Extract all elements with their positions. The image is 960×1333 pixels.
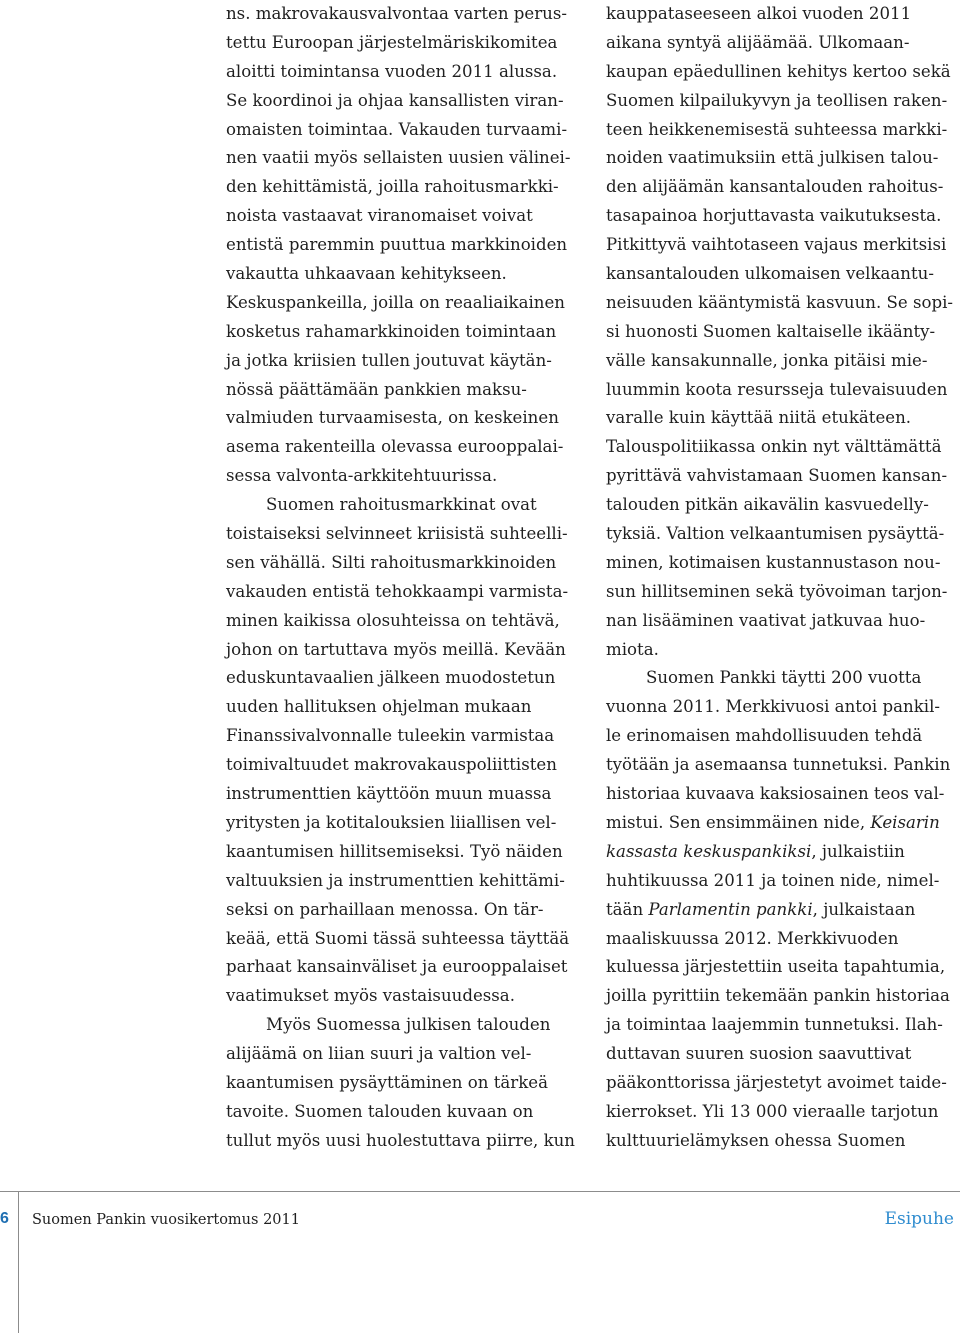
line-text: talouden pitkän aikavälin kasvuedelly- xyxy=(606,495,929,515)
line-text: kosketus rahamarkkinoiden toimintaan xyxy=(226,321,557,341)
text-line xyxy=(606,1127,952,1156)
text-line xyxy=(226,0,572,29)
text-line xyxy=(606,664,952,693)
line-text: Myös Suomessa julkisen talouden xyxy=(266,1015,551,1035)
text-line xyxy=(606,867,952,896)
section-name: Esipuhe xyxy=(884,1209,954,1229)
line-text: välle kansakunnalle, jonka pitäisi mie- xyxy=(606,350,928,370)
text-line xyxy=(606,809,952,838)
line-text: duttavan suuren suosion saavuttivat xyxy=(606,1044,912,1064)
line-text: kauppataseeseen alkoi vuoden 2011 xyxy=(606,4,912,23)
left-column xyxy=(226,0,575,1156)
line-text: den alijäämän kansantalouden rahoitus- xyxy=(606,177,944,197)
text-line xyxy=(606,722,952,751)
text-line xyxy=(606,780,952,809)
line-text: pyrittävä vahvistamaan Suomen kansan- xyxy=(606,466,948,486)
line-text: johon on tartuttava myös meillä. Kevään xyxy=(226,639,566,659)
line-text: ja toimintaa laajemmin tunnetuksi. Ilah- xyxy=(606,1015,943,1035)
text-line xyxy=(226,607,572,636)
line-text: vuonna 2011. Merkkivuosi antoi pankil- xyxy=(606,697,940,717)
text-line xyxy=(606,318,952,347)
line-text: nössä päättämään pankkien maksu- xyxy=(226,379,527,399)
line-text: Se koordinoi ja ohjaa kansallisten viran- xyxy=(226,90,564,110)
text-line xyxy=(226,693,572,722)
line-text: nen vaatii myös sellaisten uusien välinei- xyxy=(226,148,571,168)
line-text: toistaiseksi selvinneet kriisistä suhteelli- xyxy=(226,524,568,544)
line-text: maaliskuussa 2012. Merkkivuoden xyxy=(606,928,899,948)
page-number: 6 xyxy=(0,1210,9,1227)
text-line xyxy=(226,867,572,896)
text-line xyxy=(606,116,952,145)
line-text: noista vastaavat viranomaiset voivat xyxy=(226,206,533,226)
line-text: vaatimukset myös vastaisuudessa. xyxy=(226,986,515,1006)
text-line xyxy=(226,925,572,954)
text-line xyxy=(226,982,572,1011)
line-text: kaantumisen pysäyttäminen on tärkeä xyxy=(226,1072,548,1092)
line-text: luummin koota resursseja tulevaisuuden xyxy=(606,379,948,399)
line-text: sen vähällä. Silti rahoitusmarkkinoiden xyxy=(226,552,557,572)
text-line xyxy=(606,1098,952,1127)
text-line xyxy=(606,578,952,607)
line-text: sun hillitseminen sekä työvoiman tarjon- xyxy=(606,581,948,601)
text-line xyxy=(606,925,952,954)
text-line xyxy=(606,462,952,491)
publication-title: Suomen Pankin vuosikertomus 2011 xyxy=(32,1212,300,1228)
line-text: teen heikkenemisestä suhteessa markki- xyxy=(606,119,948,139)
text-line xyxy=(226,636,572,665)
text-line xyxy=(606,404,952,433)
line-text: si huonosti Suomen kaltaiselle ikäänty- xyxy=(606,321,936,341)
footer-rule xyxy=(0,1191,960,1192)
text-line xyxy=(226,838,572,867)
text-line xyxy=(226,144,572,173)
line-text: parhaat kansainväliset ja eurooppalaiset xyxy=(226,957,568,977)
text-line xyxy=(226,173,572,202)
text-line xyxy=(606,29,952,58)
line-text: kulttuurielämyksen ohessa Suomen xyxy=(606,1130,906,1150)
text-line xyxy=(606,260,952,289)
text-line xyxy=(226,376,572,405)
line-text: Talouspolitiikassa onkin nyt välttämättä xyxy=(606,437,942,457)
text-line xyxy=(226,404,572,433)
text-line xyxy=(226,549,572,578)
text-line xyxy=(226,29,572,58)
text-line xyxy=(226,809,572,838)
line-text: ns. makrovakausvalvontaa varten perus- xyxy=(226,4,567,23)
line-text: tettu Euroopan järjestelmäriskikomitea xyxy=(226,32,558,52)
line-text: kierrokset. Yli 13 000 vieraalle tarjotun xyxy=(606,1101,939,1121)
text-line xyxy=(226,1040,572,1069)
line-text: Finanssivalvonnalle tuleekin varmistaa xyxy=(226,726,555,746)
text-line xyxy=(606,549,952,578)
text-line xyxy=(606,896,952,925)
text-line xyxy=(226,1011,572,1040)
text-line xyxy=(606,838,952,867)
line-text: yritysten ja kotitalouksien liiallisen vel- xyxy=(226,812,557,832)
text-line xyxy=(606,231,952,260)
line-text: instrumenttien käyttöön muun muassa xyxy=(226,784,552,804)
line-text: vakautta uhkaavaan kehitykseen. xyxy=(226,264,507,284)
line-text: den kehittämistä, joilla rahoitusmarkki- xyxy=(226,177,559,197)
line-text: Suomen Pankki täytti 200 vuotta xyxy=(646,668,922,688)
line-text: Pitkittyvä vaihtotaseen vajaus merkitsisi xyxy=(606,235,947,255)
line-text: mistui. Sen ensimmäinen nide, xyxy=(606,812,871,832)
text-line xyxy=(606,1040,952,1069)
text-line xyxy=(226,664,572,693)
line-text: miota. xyxy=(606,639,659,659)
text-line xyxy=(606,751,952,780)
line-text: pääkonttorissa järjestetyt avoimet taide- xyxy=(606,1072,947,1092)
line-text: sessa valvonta-arkkitehtuurissa. xyxy=(226,466,498,486)
line-text: varalle kuin käyttää niitä etukäteen. xyxy=(606,408,912,428)
text-line xyxy=(606,1069,952,1098)
line-text: eduskuntavaalien jälkeen muodostetun xyxy=(226,668,556,688)
text-line xyxy=(606,1011,952,1040)
line-text: valmiuden turvaamisesta, on keskeinen xyxy=(226,408,559,428)
text-line xyxy=(606,58,952,87)
line-text: tyksiä. Valtion velkaantumisen pysäyttä- xyxy=(606,524,945,544)
right-column xyxy=(606,0,952,1156)
text-line xyxy=(606,144,952,173)
line-text: kuluessa järjestettiin useita tapahtumia, xyxy=(606,957,946,977)
text-line xyxy=(226,462,572,491)
line-text: alijäämä on liian suuri ja valtion vel- xyxy=(226,1044,532,1064)
text-line xyxy=(606,491,952,520)
text-line xyxy=(606,0,952,29)
line-text: entistä paremmin puuttua markkinoiden xyxy=(226,235,568,255)
text-line xyxy=(226,289,572,318)
line-text: valtuuksien ja instrumenttien kehittämi- xyxy=(226,870,565,890)
line-text: neisuuden kääntymistä kasvuun. Se sopi- xyxy=(606,292,954,312)
italic-title: kassasta keskuspankiksi xyxy=(606,841,812,861)
line-text: tasapainoa horjuttavasta vaikutuksesta. xyxy=(606,206,942,226)
text-line xyxy=(226,896,572,925)
line-text: ja jotka kriisien tullen joutuvat käytän- xyxy=(226,350,552,370)
text-line xyxy=(606,202,952,231)
text-line xyxy=(606,520,952,549)
line-text: noiden vaatimuksiin että julkisen talou- xyxy=(606,148,939,168)
footer-vertical-rule xyxy=(18,1191,19,1333)
line-text: tään xyxy=(606,899,649,919)
text-line xyxy=(606,433,952,462)
text-line xyxy=(606,173,952,202)
text-line xyxy=(226,953,572,982)
line-text: Keskuspankeilla, joilla on reaaliaikainen xyxy=(226,292,565,312)
line-text: seksi on parhaillaan menossa. On tär- xyxy=(226,899,544,919)
text-line xyxy=(606,607,952,636)
text-line xyxy=(226,1127,575,1156)
text-line xyxy=(226,578,572,607)
line-text: historiaa kuvaava kaksiosainen teos val- xyxy=(606,784,945,804)
text-line xyxy=(226,1069,572,1098)
line-text: aloitti toimintansa vuoden 2011 alussa. xyxy=(226,61,558,81)
text-line xyxy=(226,722,572,751)
text-line xyxy=(606,376,952,405)
text-line xyxy=(226,780,572,809)
line-text: huhtikuussa 2011 ja toinen nide, nimel- xyxy=(606,870,940,890)
line-text: Suomen kilpailukyvyn ja teollisen raken- xyxy=(606,90,948,110)
text-line xyxy=(226,491,572,520)
line-text: asema rakenteilla olevassa eurooppalai- xyxy=(226,437,564,457)
line-text: Suomen rahoitusmarkkinat ovat xyxy=(266,495,537,515)
line-text: työtään ja asemaansa tunnetuksi. Pankin xyxy=(606,755,951,775)
text-line xyxy=(226,1098,572,1127)
line-text: minen, kotimaisen kustannustason nou- xyxy=(606,552,941,572)
line-text: tavoite. Suomen talouden kuvaan on xyxy=(226,1101,534,1121)
line-text: keää, että Suomi tässä suhteessa täyttää xyxy=(226,928,570,948)
line-text: kaupan epäedullinen kehitys kertoo sekä xyxy=(606,61,951,81)
line-text: tullut myös uusi huolestuttava piirre, kun xyxy=(226,1130,575,1150)
text-line xyxy=(226,751,572,780)
text-line xyxy=(606,953,952,982)
italic-title: Parlamentin pankki xyxy=(648,899,813,919)
line-text: , julkaistaan xyxy=(812,899,916,919)
text-line xyxy=(606,289,952,318)
line-text: aikana syntyä alijäämää. Ulkomaan- xyxy=(606,32,910,52)
line-text: nan lisääminen vaativat jatkuvaa huo- xyxy=(606,610,926,630)
text-line xyxy=(226,58,572,87)
text-line xyxy=(226,520,572,549)
text-line xyxy=(606,87,952,116)
line-text: le erinomaisen mahdollisuuden tehdä xyxy=(606,726,923,746)
line-text: , julkaistiin xyxy=(811,841,905,861)
text-line xyxy=(606,636,952,665)
line-text: toimivaltuudet makrovakauspoliittisten xyxy=(226,755,557,775)
line-text: omaisten toimintaa. Vakauden turvaami- xyxy=(226,119,568,139)
text-line xyxy=(226,202,572,231)
text-line xyxy=(606,347,952,376)
line-text: kansantalouden ulkomaisen velkaantu- xyxy=(606,264,934,284)
line-text: kaantumisen hillitsemiseksi. Työ näiden xyxy=(226,841,563,861)
line-text: vakauden entistä tehokkaampi varmista- xyxy=(226,581,569,601)
line-text: joilla pyrittiin tekemään pankin historiaa xyxy=(606,986,950,1006)
text-line xyxy=(226,433,572,462)
text-line xyxy=(226,347,572,376)
text-line xyxy=(606,982,952,1011)
italic-title: Keisarin xyxy=(870,812,940,832)
text-line xyxy=(226,116,572,145)
line-text: minen kaikissa olosuhteissa on tehtävä, xyxy=(226,610,560,630)
text-line xyxy=(226,260,572,289)
line-text: uuden hallituksen ohjelman mukaan xyxy=(226,697,532,717)
text-line xyxy=(226,231,572,260)
text-line xyxy=(226,318,572,347)
text-line xyxy=(226,87,572,116)
text-line xyxy=(606,693,952,722)
